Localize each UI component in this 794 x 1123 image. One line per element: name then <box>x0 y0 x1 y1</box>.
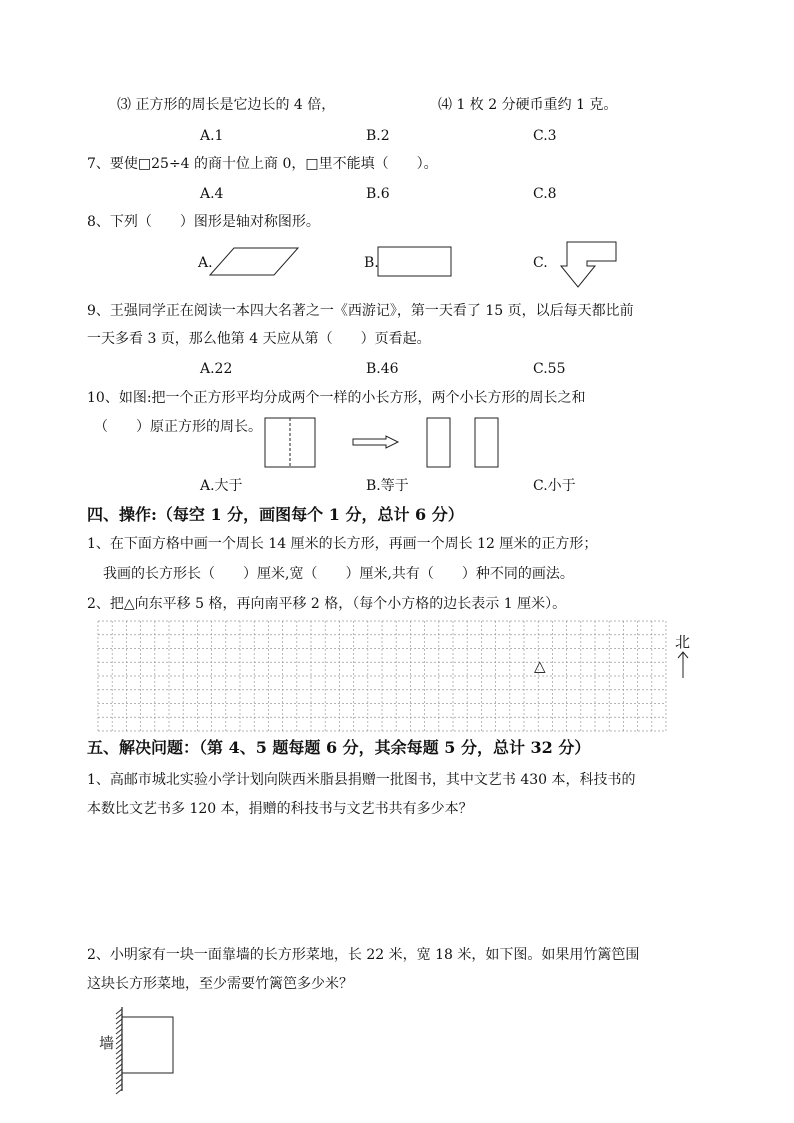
wall-hatch-line <box>116 1014 122 1019</box>
q9-line-1: 9、王强同学正在阅读一本四大名著之一《西游记》，第一天看了 15 页，以后每天都比前 <box>87 303 634 319</box>
q6-item-4: ⑷ 1 枚 2 分硬币重约 1 克。 <box>438 97 618 113</box>
q10-option-c: C.小于 <box>533 478 576 494</box>
wall-hatch-line <box>116 1079 122 1084</box>
q10-option-a: A.大于 <box>200 478 243 494</box>
section-5-heading: 五、解决问题：（第 4、5 题每题 6 分，其余每题 5 分，总计 32 分） <box>87 738 591 757</box>
q7-text: 7、要使□25÷4 的商十位上商 0，□里不能填（ ）。 <box>87 156 438 172</box>
section-4-q1: 1、在下面方格中画一个周长 14 厘米的长方形，再画一个周长 12 厘米的正方形； <box>87 536 598 552</box>
q9-line-2: 一天多看 3 页，那么他第 4 天应从第（ ）页看起。 <box>87 331 431 347</box>
q10-line-2: （ ）原正方形的周长。 <box>94 419 262 435</box>
q8-option-a: A. <box>198 255 213 271</box>
wall-hatch-line <box>116 1064 122 1069</box>
q9-option-a: A.22 <box>200 361 233 377</box>
triangle-marker: △ <box>534 657 546 675</box>
q7-option-a: A.4 <box>200 186 224 202</box>
right-arrow-icon <box>352 435 400 449</box>
wall-garden-figure <box>112 1005 176 1093</box>
square-grid <box>97 620 667 732</box>
wall-hatch-line <box>116 1084 122 1089</box>
q8-option-b: B. <box>364 255 379 271</box>
split-square-figure <box>264 417 318 469</box>
wall-hatch-line <box>116 1009 122 1014</box>
section-5-q2-line-2: 这块长方形菜地，至少需要竹篱笆多少米？ <box>87 976 353 992</box>
q6-item-3: ⑶ 正方形的周长是它边长的 4 倍， <box>117 97 336 113</box>
wall-hatch-line <box>116 1069 122 1074</box>
wall-hatch-line <box>116 1089 122 1094</box>
north-label: 北 <box>675 633 691 651</box>
q6-option-a: A.1 <box>200 128 224 144</box>
wall-hatch-line <box>116 1034 122 1039</box>
wall-hatch-line <box>116 1024 122 1029</box>
q10-option-b: B.等于 <box>366 478 409 494</box>
wall-hatch-line <box>116 1044 122 1049</box>
q6-option-b: B.2 <box>366 128 390 144</box>
section-5-q2-line-1: 2、小明家有一块一面靠墙的长方形菜地，长 22 米，宽 18 米，如下图。如果用竹篱笆围 <box>87 947 640 963</box>
rectangle-figure <box>377 246 453 278</box>
section-4-q2: 2、把△向东平移 5 格，再向南平移 2 格，（每个小方格的边长表示 1 厘米）。 <box>87 596 567 612</box>
wall-hatch-line <box>116 1019 122 1024</box>
wall-label: 墙 <box>99 1034 115 1052</box>
section-4-q1-fill: 我画的长方形长（ ）厘米,宽（ ）厘米,共有（ ）种不同的画法。 <box>103 566 574 582</box>
q7-option-c: C.8 <box>533 186 557 202</box>
q7-option-b: B.6 <box>366 186 390 202</box>
wall-hatch-line <box>116 1059 122 1064</box>
two-rectangles-figure <box>426 417 502 469</box>
parallelogram-figure <box>208 247 300 277</box>
q6-option-c: C.3 <box>533 128 557 144</box>
q10-line-1: 10、如图:把一个正方形平均分成两个一样的小长方形，两个小长方形的周长之和 <box>87 390 586 406</box>
wall-hatch-line <box>116 1029 122 1034</box>
q8-option-c: C. <box>533 255 548 271</box>
q8-text: 8、下列（ ）图形是轴对称图形。 <box>87 214 320 230</box>
section-5-q1-line-1: 1、高邮市城北实验小学计划向陕西米脂县捐赠一批图书，其中文艺书 430 本，科技书的 <box>87 772 636 788</box>
q9-option-c: C.55 <box>533 361 566 377</box>
section-5-q1-line-2: 本数比文艺书多 120 本，捐赠的科技书与文艺书共有多少本？ <box>87 801 473 817</box>
q9-option-b: B.46 <box>366 361 399 377</box>
arrow-shape-figure <box>550 241 618 289</box>
wall-hatch-line <box>116 1054 122 1059</box>
wall-hatch-line <box>116 1049 122 1054</box>
section-4-heading: 四、操作:（每空 1 分，画图每个 1 分，总计 6 分） <box>87 505 464 524</box>
wall-hatch-line <box>116 1074 122 1079</box>
wall-hatch-line <box>116 1039 122 1044</box>
north-arrow-icon <box>676 650 690 680</box>
